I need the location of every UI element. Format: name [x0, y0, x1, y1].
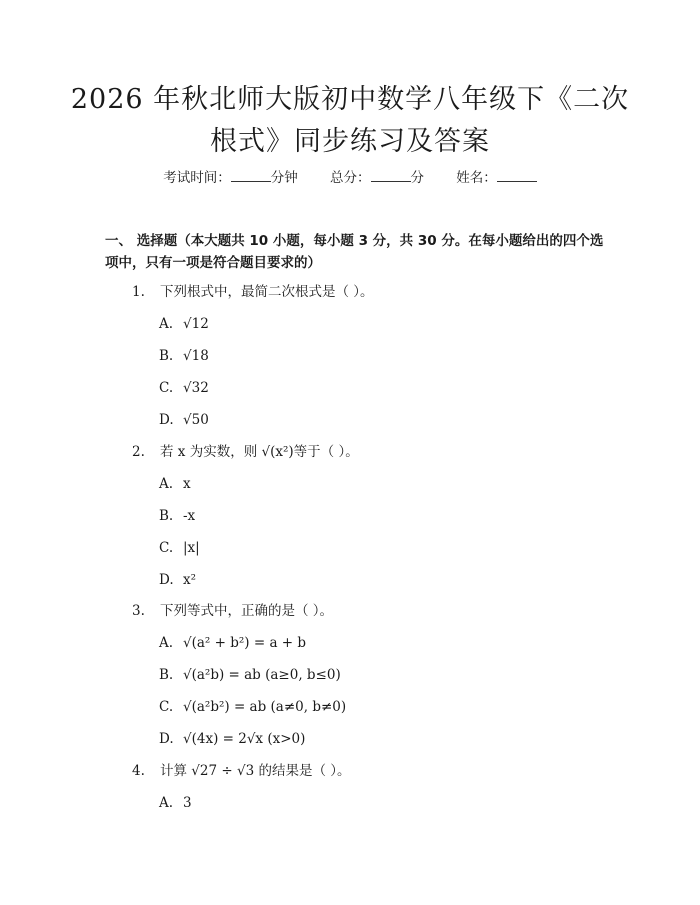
question-number: 2. [132, 444, 145, 460]
question-text: 下列根式中，最简二次根式是（ ）。 [160, 284, 374, 300]
total-score-blank [371, 168, 411, 182]
question-number: 4. [132, 763, 145, 779]
option-text: √18 [183, 348, 209, 364]
option-letter: D. [159, 412, 174, 428]
option-text: √(a²b²) = ab (a≠0, b≠0) [183, 699, 347, 715]
option-1a [159, 314, 209, 334]
option-3d [159, 729, 305, 749]
option-3c [159, 697, 346, 717]
total-score-unit: 分 [410, 170, 424, 186]
question-number: 3. [132, 603, 145, 619]
section-heading: 一、 选择题（本大题共 10 小题，每小题 3 分，共 30 分。在每小题给出的四个选项中，只有一项是符合题目要求的） [105, 233, 604, 271]
option-text: -x [183, 508, 196, 524]
option-letter: A. [159, 795, 174, 811]
question-text: 下列等式中，正确的是（ ）。 [160, 603, 334, 619]
option-text: √12 [183, 316, 209, 332]
option-letter: C. [159, 699, 174, 715]
option-1d [159, 410, 209, 430]
option-4a [159, 793, 192, 813]
option-letter: D. [159, 731, 174, 747]
option-text: x² [183, 572, 197, 588]
option-3a [159, 633, 306, 653]
question-4 [132, 761, 351, 781]
exam-time-unit: 分钟 [270, 170, 298, 186]
option-text: 3 [183, 795, 192, 811]
option-1c [159, 378, 209, 398]
option-text: √(4x) = 2√x (x>0) [183, 731, 306, 747]
option-2b [159, 506, 195, 526]
student-name-label: 姓名： [456, 170, 497, 186]
option-letter: B. [159, 508, 174, 524]
exam-time-blank [231, 168, 271, 182]
option-text: x [183, 476, 191, 492]
option-letter: A. [159, 316, 174, 332]
total-score-field [330, 170, 424, 186]
question-number: 1. [132, 284, 145, 300]
option-2c [159, 538, 200, 558]
option-letter: A. [159, 635, 174, 651]
question-text: 计算 √27 ÷ √3 的结果是（ ）。 [160, 763, 351, 779]
document-title-line-2: 根式》同步练习及答案 [210, 126, 490, 157]
exam-info-bar [0, 168, 700, 188]
question-1 [132, 282, 374, 302]
option-2a [159, 474, 191, 494]
question-text: 若 x 为实数，则 √(x²)等于（ ）。 [160, 444, 359, 460]
option-letter: B. [159, 348, 174, 364]
exam-time-label: 考试时间： [163, 170, 231, 186]
option-1b [159, 346, 209, 366]
option-text: √(a² + b²) = a + b [183, 635, 307, 651]
document-title-line-1: 2026 年秋北师大版初中数学八年级下《二次 [70, 84, 630, 115]
student-name-blank [497, 168, 537, 182]
option-letter: C. [159, 540, 174, 556]
option-text: √50 [183, 412, 209, 428]
option-text: |x| [183, 540, 200, 556]
option-text: √(a²b) = ab (a≥0, b≤0) [183, 667, 341, 683]
total-score-label: 总分： [330, 170, 371, 186]
option-2d [159, 570, 196, 590]
question-2 [132, 442, 359, 462]
option-letter: C. [159, 380, 174, 396]
option-text: √32 [183, 380, 209, 396]
option-3b [159, 665, 341, 685]
question-3 [132, 601, 333, 621]
option-letter: D. [159, 572, 174, 588]
exam-time-field [163, 170, 298, 186]
option-letter: A. [159, 476, 174, 492]
option-letter: B. [159, 667, 174, 683]
student-name-field [456, 170, 537, 186]
